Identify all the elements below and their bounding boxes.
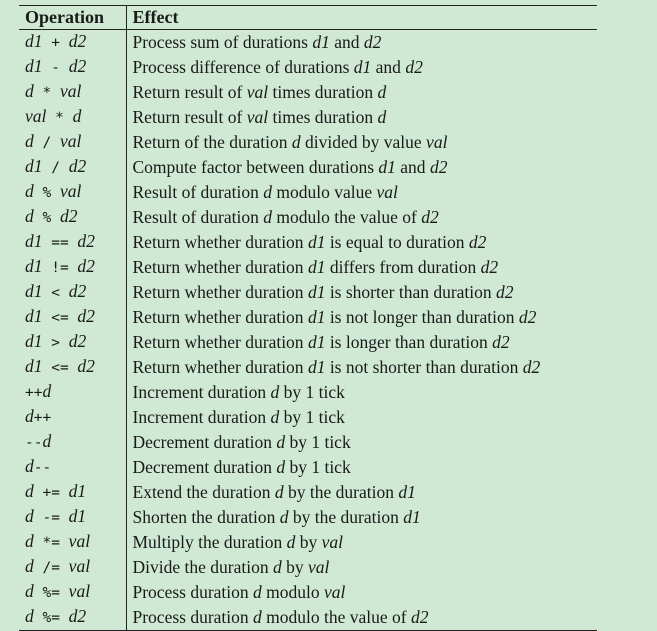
- effect-cell: Process duration d modulo val: [132, 582, 346, 602]
- effect-cell: Return whether duration d1 is shorter than duration d2: [132, 282, 514, 302]
- effect-cell: Return whether duration d1 is equal to duration d2: [132, 232, 487, 252]
- table-row: [19, 230, 597, 255]
- table-row: [19, 480, 597, 505]
- table-row: [19, 130, 597, 155]
- effect-cell: Return result of val times duration d: [132, 82, 387, 102]
- operation-cell: d /= val: [19, 555, 126, 580]
- effect-column-header: Effect: [126, 6, 597, 30]
- duration-operations-table: [19, 5, 597, 631]
- effect-cell: Result of duration d modulo the value of d2: [132, 207, 439, 227]
- effect-cell: Process difference of durations d1 and d2: [132, 57, 423, 77]
- operations-table-container: [19, 5, 597, 631]
- operation-column-header: Operation: [19, 6, 126, 30]
- table-header-row: [19, 6, 597, 30]
- effect-cell: Compute factor between durations d1 and d2: [132, 157, 448, 177]
- operation-cell: d1 + d2: [19, 30, 126, 56]
- table-row: [19, 280, 597, 305]
- table-row: [19, 530, 597, 555]
- table-row: [19, 555, 597, 580]
- table-row: [19, 305, 597, 330]
- operation-cell: d % d2: [19, 205, 126, 230]
- effect-cell: Increment duration d by 1 tick: [132, 382, 345, 402]
- operation-cell: d % val: [19, 180, 126, 205]
- table-row: [19, 405, 597, 430]
- operation-cell: d1 > d2: [19, 330, 126, 355]
- effect-cell: Multiply the duration d by val: [132, 532, 343, 552]
- operation-cell: d++: [19, 405, 126, 430]
- operation-cell: --d: [19, 430, 126, 455]
- operation-cell: d += d1: [19, 480, 126, 505]
- operation-cell: d * val: [19, 80, 126, 105]
- effect-cell: Return whether duration d1 is not longer than duration d2: [132, 307, 537, 327]
- operation-cell: ++d: [19, 380, 126, 405]
- operation-cell: d %= d2: [19, 605, 126, 631]
- operation-cell: d -= d1: [19, 505, 126, 530]
- effect-cell: Process duration d modulo the value of d2: [126, 605, 597, 631]
- table-row: [19, 180, 597, 205]
- table-row: [19, 155, 597, 180]
- table-row: [19, 380, 597, 405]
- table-row: [19, 605, 597, 631]
- operation-cell: d1 <= d2: [19, 305, 126, 330]
- operation-cell: d1 / d2: [19, 155, 126, 180]
- operation-cell: d1 < d2: [19, 280, 126, 305]
- operation-cell: d1 == d2: [19, 230, 126, 255]
- operation-cell: d--: [19, 455, 126, 480]
- table-row: [19, 255, 597, 280]
- table-body: [19, 30, 597, 631]
- effect-cell: Decrement duration d by 1 tick: [132, 432, 351, 452]
- operation-cell: d1 - d2: [19, 55, 126, 80]
- effect-cell: Return whether duration d1 is not shorter than duration d2: [132, 357, 541, 377]
- effect-cell: Extend the duration d by the duration d1: [132, 482, 416, 502]
- table-row: [19, 105, 597, 130]
- effect-cell: Decrement duration d by 1 tick: [132, 457, 351, 477]
- effect-cell: Return whether duration d1 differs from duration d2: [132, 257, 499, 277]
- effect-cell: Increment duration d by 1 tick: [132, 407, 345, 427]
- operation-cell: val * d: [19, 105, 126, 130]
- table-row: [19, 505, 597, 530]
- table-row: [19, 355, 597, 380]
- operation-cell: d %= val: [19, 580, 126, 605]
- table-row: [19, 580, 597, 605]
- table-row: [19, 430, 597, 455]
- table-row: [19, 455, 597, 480]
- operation-cell: d / val: [19, 130, 126, 155]
- effect-cell: Return of the duration d divided by value val: [132, 132, 448, 152]
- effect-cell: Divide the duration d by val: [132, 557, 330, 577]
- operation-cell: d1 <= d2: [19, 355, 126, 380]
- table-row: [19, 330, 597, 355]
- operation-cell: d1 != d2: [19, 255, 126, 280]
- effect-cell: Return whether duration d1 is longer than duration d2: [132, 332, 510, 352]
- effect-cell: Process sum of durations d1 and d2: [132, 32, 382, 52]
- table-row: [19, 30, 597, 56]
- table-row: [19, 55, 597, 80]
- table-row: [19, 80, 597, 105]
- table-row: [19, 205, 597, 230]
- effect-cell: Result of duration d modulo value val: [132, 182, 398, 202]
- operation-cell: d *= val: [19, 530, 126, 555]
- effect-cell: Return result of val times duration d: [132, 107, 387, 127]
- effect-cell: Shorten the duration d by the duration d1: [132, 507, 421, 527]
